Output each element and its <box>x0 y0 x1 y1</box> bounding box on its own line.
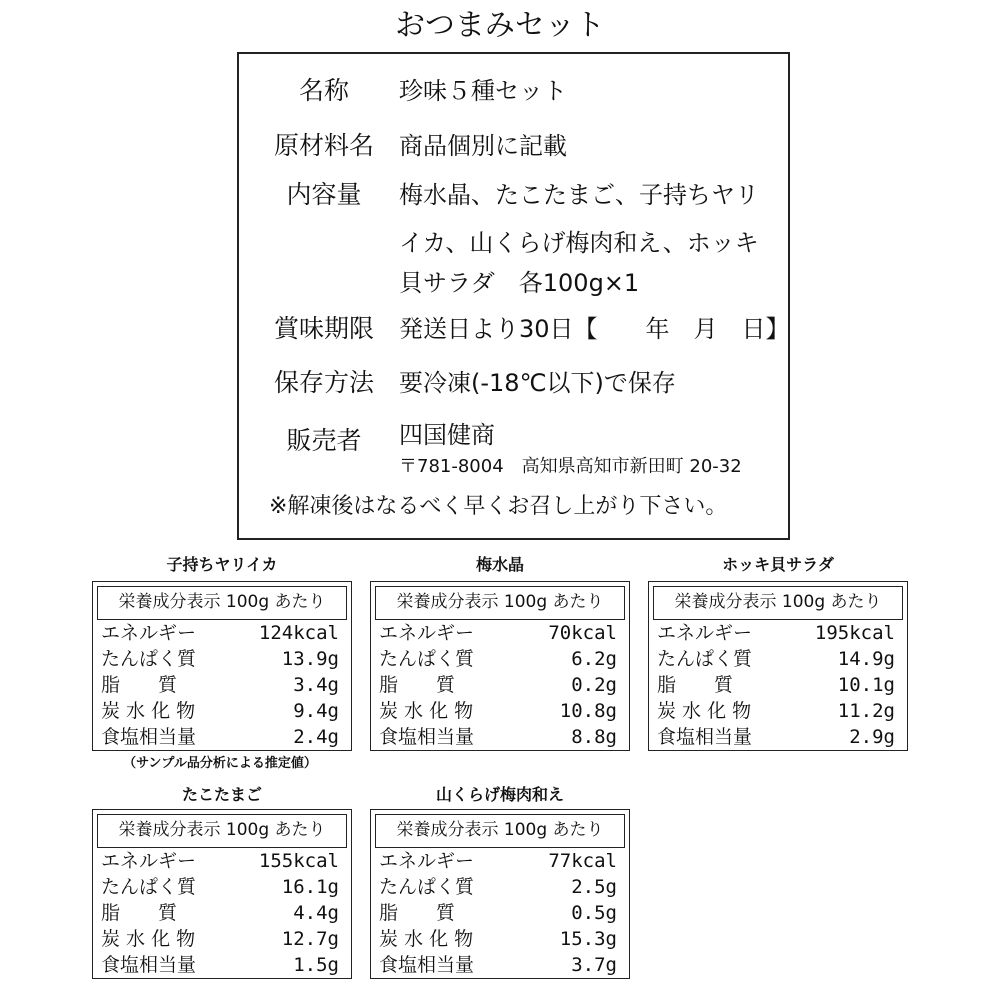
product-name: 山くらげ梅肉和え <box>435 785 564 804</box>
nutrition-row <box>657 724 899 750</box>
product-name: 梅水晶 <box>475 555 524 574</box>
nutrition-row <box>101 672 343 698</box>
nutrient-value: 155kcal <box>258 850 339 872</box>
nutrient-label: 食塩相当量 <box>101 726 197 748</box>
nutrient-label: 炭 水 化 物 <box>379 928 474 950</box>
nutrient-value: 77kcal <box>548 850 617 872</box>
nutrition-row <box>101 848 343 874</box>
nutrient-label: エネルギー <box>101 850 197 872</box>
nutrient-value: 14.9g <box>837 648 895 670</box>
nutrient-value: 3.7g <box>571 954 617 976</box>
nutrition-row <box>379 874 621 900</box>
contents-line-1: 梅水晶、たこたまご、子持ちヤリ <box>399 181 759 209</box>
nutrient-label: 脂 質 <box>101 902 178 924</box>
product-info-box <box>237 52 790 540</box>
product-name: たこたまご <box>181 785 262 804</box>
nutrient-label: エネルギー <box>101 622 197 644</box>
nutrient-value: 12.7g <box>281 928 339 950</box>
nutrient-value: 0.5g <box>571 902 617 924</box>
nutrient-label: エネルギー <box>657 622 753 644</box>
page-title: おつまみセット <box>395 8 605 43</box>
nutrient-label: 食塩相当量 <box>379 726 475 748</box>
nutrient-label: エネルギー <box>379 622 475 644</box>
storage-label: 保存方法 <box>273 368 374 397</box>
expiry-value: 発送日より30日【 年 月 日】 <box>399 315 790 343</box>
nutrient-value: 4.4g <box>293 902 339 924</box>
nutrient-label: 脂 質 <box>379 902 456 924</box>
nutrient-value: 10.8g <box>559 700 617 722</box>
nutrient-value: 9.4g <box>293 700 339 722</box>
nutrient-value: 2.9g <box>849 726 895 748</box>
nutrient-label: 炭 水 化 物 <box>657 700 752 722</box>
nutrient-label: 脂 質 <box>101 674 178 696</box>
seller-name: 四国健商 <box>399 421 495 449</box>
nutrition-row <box>379 926 621 952</box>
nutrition-row <box>379 620 621 646</box>
contents-label: 内容量 <box>286 180 362 209</box>
nutrient-label: たんぱく質 <box>379 876 475 898</box>
nutrition-card <box>370 809 630 979</box>
thawing-note: ※解凍後はなるべく早くお召し上がり下さい。 <box>269 494 728 519</box>
nutrition-row <box>379 724 621 750</box>
nutrition-card <box>370 581 630 751</box>
nutrient-label: 炭 水 化 物 <box>379 700 474 722</box>
nutrient-value: 2.5g <box>571 876 617 898</box>
nutrient-label: 炭 水 化 物 <box>101 700 196 722</box>
nutrient-value: 2.4g <box>293 726 339 748</box>
nutrition-header: 栄養成分表示 100g あたり <box>375 814 625 848</box>
contents-line-2: イカ、山くらげ梅肉和え、ホッキ <box>399 229 759 257</box>
nutrient-label: 食塩相当量 <box>101 954 197 976</box>
nutrient-label: たんぱく質 <box>101 648 197 670</box>
nutrition-row <box>379 698 621 724</box>
nutrient-value: 6.2g <box>571 648 617 670</box>
nutrient-value: 13.9g <box>281 648 339 670</box>
nutrition-row <box>379 646 621 672</box>
nutrient-value: 0.2g <box>571 674 617 696</box>
product-name: 子持ちヤリイカ <box>166 555 278 574</box>
contents-line-3: 貝サラダ 各100g×1 <box>399 269 640 297</box>
nutrient-value: 3.4g <box>293 674 339 696</box>
nutrition-card <box>92 581 352 751</box>
nutrient-value: 8.8g <box>571 726 617 748</box>
nutrient-value: 124kcal <box>258 622 339 644</box>
nutrient-value: 15.3g <box>559 928 617 950</box>
nutrient-value: 11.2g <box>837 700 895 722</box>
seller-label: 販売者 <box>286 426 362 455</box>
nutrition-row <box>379 672 621 698</box>
product-name: ホッキ貝サラダ <box>722 555 834 574</box>
nutrient-label: たんぱく質 <box>379 648 475 670</box>
nutrition-row <box>657 698 899 724</box>
nutrition-row <box>101 874 343 900</box>
nutrition-row <box>101 646 343 672</box>
nutrition-card <box>92 809 352 979</box>
expiry-label: 賞味期限 <box>273 314 374 343</box>
nutrition-row <box>657 620 899 646</box>
name-label: 名称 <box>298 76 349 105</box>
nutrition-header: 栄養成分表示 100g あたり <box>97 586 347 620</box>
nutrient-label: たんぱく質 <box>657 648 753 670</box>
nutrition-row <box>379 848 621 874</box>
nutrition-row <box>657 672 899 698</box>
nutrition-row <box>101 724 343 750</box>
nutrition-card <box>648 581 908 751</box>
storage-value: 要冷凍(-18℃以下)で保存 <box>399 369 676 397</box>
name-value: 珍味５種セット <box>399 77 567 105</box>
nutrition-row <box>101 698 343 724</box>
nutrient-label: たんぱく質 <box>101 876 197 898</box>
nutrient-value: 10.1g <box>837 674 895 696</box>
nutrient-value: 70kcal <box>548 622 617 644</box>
nutrient-value: 1.5g <box>293 954 339 976</box>
nutrition-row <box>657 646 899 672</box>
seller-address: 〒781-8004 高知県高知市新田町 20-32 <box>399 456 742 477</box>
nutrition-row <box>379 952 621 978</box>
nutrient-label: エネルギー <box>379 850 475 872</box>
nutrient-label: 食塩相当量 <box>379 954 475 976</box>
sample-analysis-footnote: （サンプル品分析による推定値） <box>123 756 317 771</box>
nutrition-header: 栄養成分表示 100g あたり <box>653 586 903 620</box>
nutrient-value: 195kcal <box>814 622 895 644</box>
nutrition-row <box>101 952 343 978</box>
ingredients-label: 原材料名 <box>273 131 374 160</box>
nutrient-label: 脂 質 <box>379 674 456 696</box>
nutrient-label: 食塩相当量 <box>657 726 753 748</box>
nutrition-row <box>379 900 621 926</box>
nutrient-label: 炭 水 化 物 <box>101 928 196 950</box>
nutrition-header: 栄養成分表示 100g あたり <box>97 814 347 848</box>
nutrient-value: 16.1g <box>281 876 339 898</box>
nutrition-row <box>101 900 343 926</box>
nutrient-label: 脂 質 <box>657 674 734 696</box>
nutrition-row <box>101 926 343 952</box>
nutrition-row <box>101 620 343 646</box>
nutrition-header: 栄養成分表示 100g あたり <box>375 586 625 620</box>
ingredients-value: 商品個別に記載 <box>399 132 567 160</box>
